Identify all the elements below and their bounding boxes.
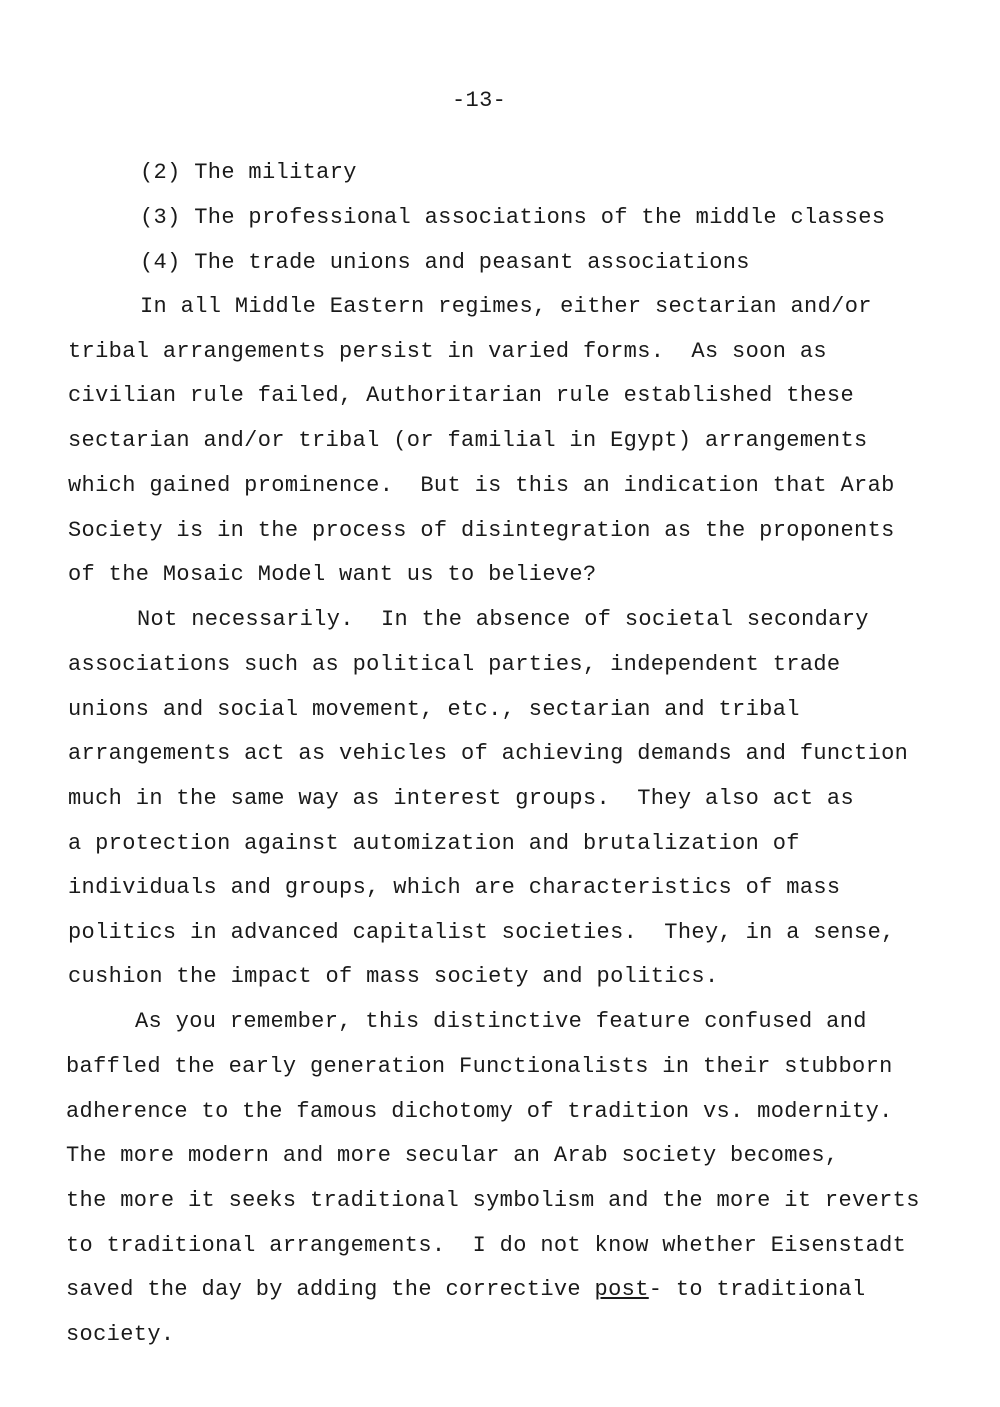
text-line: The more modern and more secular an Arab society becomes, [66,1143,839,1168]
text-segment: - to traditional [648,1277,866,1302]
text-line: As you remember, this distinctive feature confused and [135,1009,867,1034]
text-line: much in the same way as interest groups. They also act as [68,786,855,811]
text-line: baffled the early generation Functionalists in their stubborn [66,1054,893,1079]
text-line: tribal arrangements persist in varied forms. As soon as [68,339,827,364]
text-line: unions and social movement, etc., sectarian and tribal [68,697,800,722]
text-line: arrangements act as vehicles of achieving demands and function [68,741,909,766]
text-line: cushion the impact of mass society and politics. [68,964,719,989]
text-segment: saved the day by adding the corrective [66,1277,595,1302]
list-item: (2) The military [140,160,357,185]
page-number: -13- [452,88,507,113]
text-line: of the Mosaic Model want us to believe? [68,562,597,587]
text-line: to traditional arrangements. I do not know whether Eisenstadt [66,1233,907,1258]
text-line [66,1277,866,1303]
text-line: Society is in the process of disintegration as the proponents [68,518,895,543]
text-line: civilian rule failed, Authoritarian rule established these [68,383,855,408]
text-line: a protection against automization and brutalization of [68,831,800,856]
text-line: the more it seeks traditional symbolism and the more it reverts [66,1188,920,1213]
text-line: associations such as political parties, independent trade [68,652,841,677]
list-item: (4) The trade unions and peasant associations [140,250,750,275]
text-line: Not necessarily. In the absence of societal secondary [137,607,869,632]
text-line: politics in advanced capitalist societies. They, in a sense, [68,920,895,945]
text-line: individuals and groups, which are characteristics of mass [68,875,841,900]
list-item: (3) The professional associations of the middle classes [140,205,886,230]
text-line: adherence to the famous dichotomy of tradition vs. modernity. [66,1099,893,1124]
underlined-word: post [594,1277,649,1302]
text-line: In all Middle Eastern regimes, either sectarian and/or [140,294,872,319]
text-line: society. [66,1322,175,1347]
text-line: sectarian and/or tribal (or familial in Egypt) arrangements [68,428,868,453]
text-line: which gained prominence. But is this an indication that Arab [68,473,895,498]
